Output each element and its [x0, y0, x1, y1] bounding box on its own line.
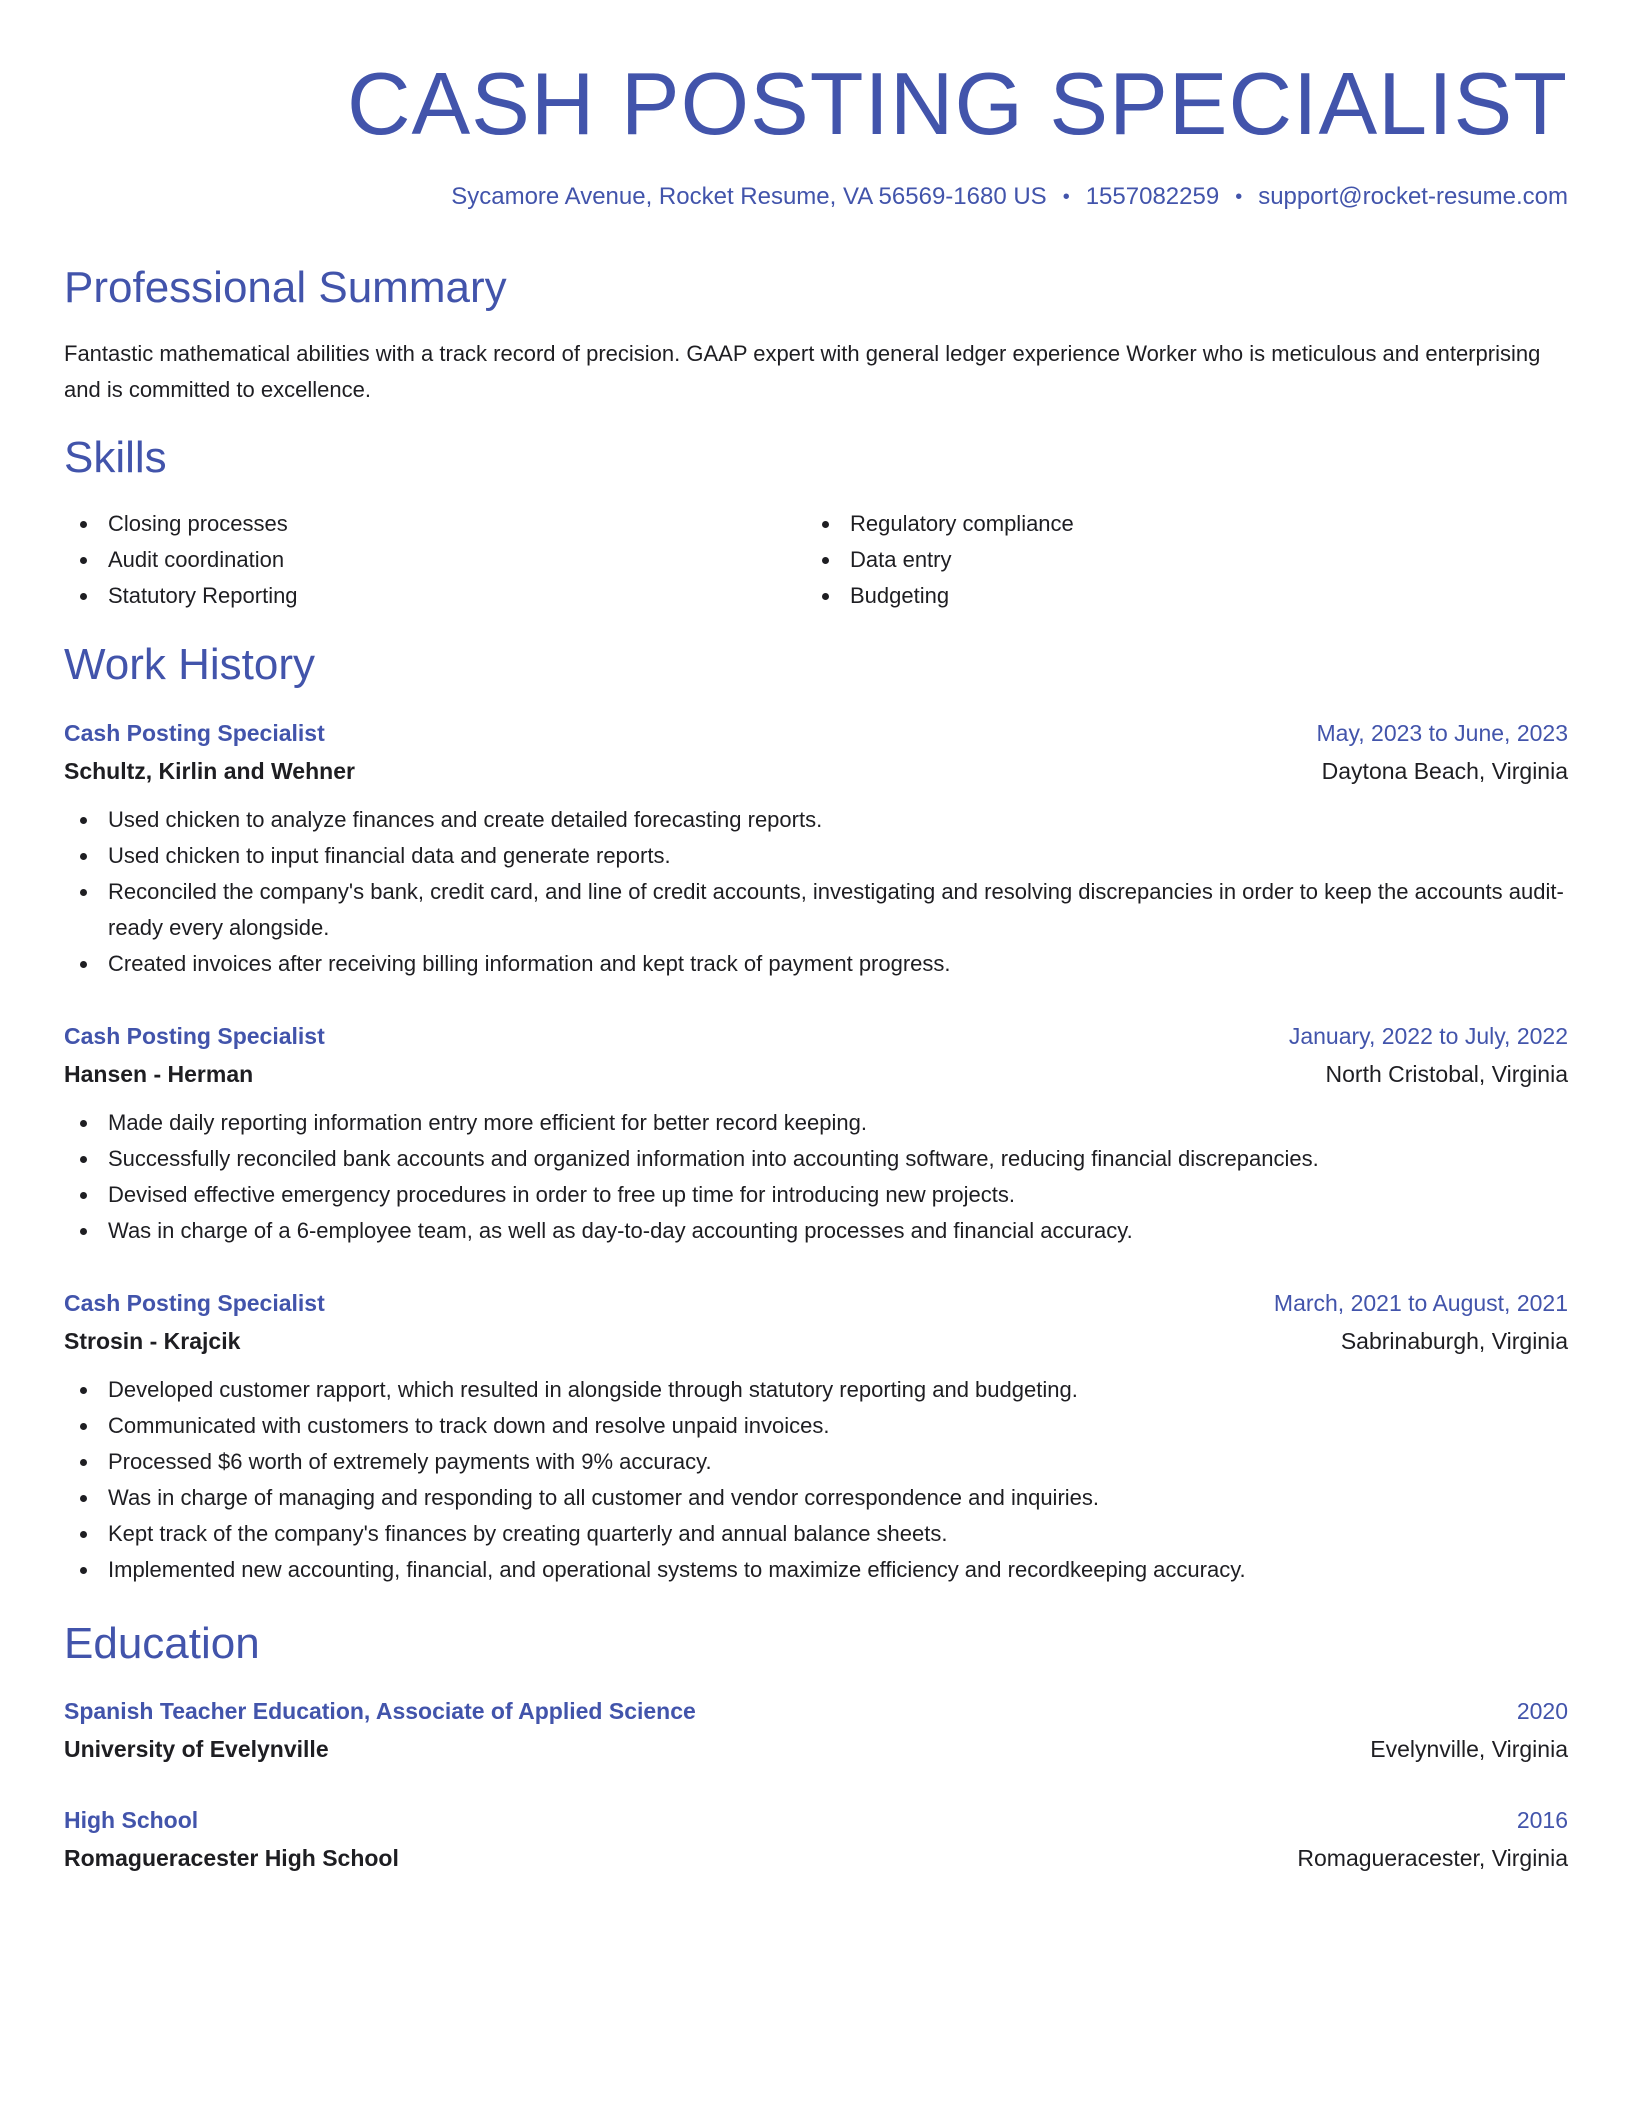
skill-item: Statutory Reporting: [64, 578, 764, 614]
skill-item: Audit coordination: [64, 542, 764, 578]
contact-address: Sycamore Avenue, Rocket Resume, VA 56569-1680 US: [451, 183, 1047, 210]
education-school: Romagueracester High School: [64, 1845, 399, 1871]
job-bullet: Developed customer rapport, which resulted in alongside through statutory reporting and budgeting.: [64, 1372, 1568, 1408]
summary-text: Fantastic mathematical abilities with a track record of precision. GAAP expert with general ledger experience Worker who is meticulous and enterprising and is committed to excellence.: [64, 341, 1541, 402]
job-entry: [64, 714, 1568, 982]
contact-separator: •: [1062, 186, 1070, 208]
job-entry: [64, 1017, 1568, 1249]
job-location: Sabrinaburgh, Virginia: [1340, 1328, 1568, 1354]
job-bullet: Used chicken to input financial data and generate reports.: [64, 838, 1568, 874]
job-bullets: [64, 1105, 1568, 1249]
skills-heading: Skills: [64, 433, 167, 482]
job-title: Cash Posting Specialist: [64, 720, 325, 746]
education-location: Evelynville, Virginia: [1370, 1736, 1568, 1762]
education-location: Romagueracester, Virginia: [1297, 1845, 1568, 1871]
education-heading: Education: [64, 1619, 260, 1668]
job-entry: [64, 1284, 1568, 1588]
contact-separator: •: [1235, 186, 1243, 208]
contact-line: [451, 180, 1568, 214]
contact-email: support@rocket-resume.com: [1258, 183, 1568, 210]
job-dates: May, 2023 to June, 2023: [1316, 720, 1568, 746]
education-entry: [64, 1801, 1568, 1877]
skill-item: Data entry: [806, 542, 1506, 578]
education-year: 2020: [1516, 1698, 1568, 1724]
work-heading: Work History: [64, 640, 315, 689]
job-bullet: Successfully reconciled bank accounts and organized information into accounting software, reducing financial discrepancies.: [64, 1141, 1568, 1177]
education-degree: High School: [64, 1807, 199, 1833]
job-company: Strosin - Krajcik: [64, 1328, 241, 1354]
job-bullet: Made daily reporting information entry more efficient for better record keeping.: [64, 1105, 1568, 1141]
resume-page: [64, 0, 1568, 2112]
job-company: Hansen - Herman: [64, 1061, 254, 1087]
contact-phone: 1557082259: [1085, 183, 1220, 210]
job-dates: March, 2021 to August, 2021: [1273, 1290, 1568, 1316]
education-entry: [64, 1692, 1568, 1768]
skill-item: Closing processes: [64, 506, 764, 542]
job-title: Cash Posting Specialist: [64, 1023, 325, 1049]
job-title: Cash Posting Specialist: [64, 1290, 325, 1316]
job-location: Daytona Beach, Virginia: [1321, 758, 1568, 784]
education-year: 2016: [1516, 1807, 1568, 1833]
job-bullet: Implemented new accounting, financial, and operational systems to maximize efficiency and recordkeeping accuracy.: [64, 1552, 1568, 1588]
skills-list-right: [806, 506, 1506, 614]
job-bullet: Used chicken to analyze finances and create detailed forecasting reports.: [64, 802, 1568, 838]
job-bullet: Reconciled the company's bank, credit card, and line of credit accounts, investigating and resolving discrepancies in order to keep the accounts audit-ready every alongside.: [64, 874, 1568, 946]
job-bullet: Created invoices after receiving billing information and kept track of payment progress.: [64, 946, 1568, 982]
job-bullet: Was in charge of a 6-employee team, as well as day-to-day accounting processes and financial accuracy.: [64, 1213, 1568, 1249]
skills-list-left: [64, 506, 764, 614]
summary-heading: Professional Summary: [64, 263, 507, 312]
job-company: Schultz, Kirlin and Wehner: [64, 758, 355, 784]
job-bullets: [64, 802, 1568, 982]
job-bullet: Was in charge of managing and responding to all customer and vendor correspondence and inquiries.: [64, 1480, 1568, 1516]
job-bullet: Kept track of the company's finances by creating quarterly and annual balance sheets.: [64, 1516, 1568, 1552]
job-bullet: Communicated with customers to track down and resolve unpaid invoices.: [64, 1408, 1568, 1444]
education-degree: Spanish Teacher Education, Associate of Applied Science: [64, 1698, 696, 1724]
education-school: University of Evelynville: [64, 1736, 329, 1762]
skill-item: Regulatory compliance: [806, 506, 1506, 542]
job-bullet: Processed $6 worth of extremely payments with 9% accuracy.: [64, 1444, 1568, 1480]
resume-name: CASH POSTING SPECIALIST: [346, 54, 1568, 153]
job-bullets: [64, 1372, 1568, 1588]
job-location: North Cristobal, Virginia: [1325, 1061, 1568, 1087]
skill-item: Budgeting: [806, 578, 1506, 614]
job-bullet: Devised effective emergency procedures in order to free up time for introducing new projects.: [64, 1177, 1568, 1213]
job-dates: January, 2022 to July, 2022: [1288, 1023, 1568, 1049]
